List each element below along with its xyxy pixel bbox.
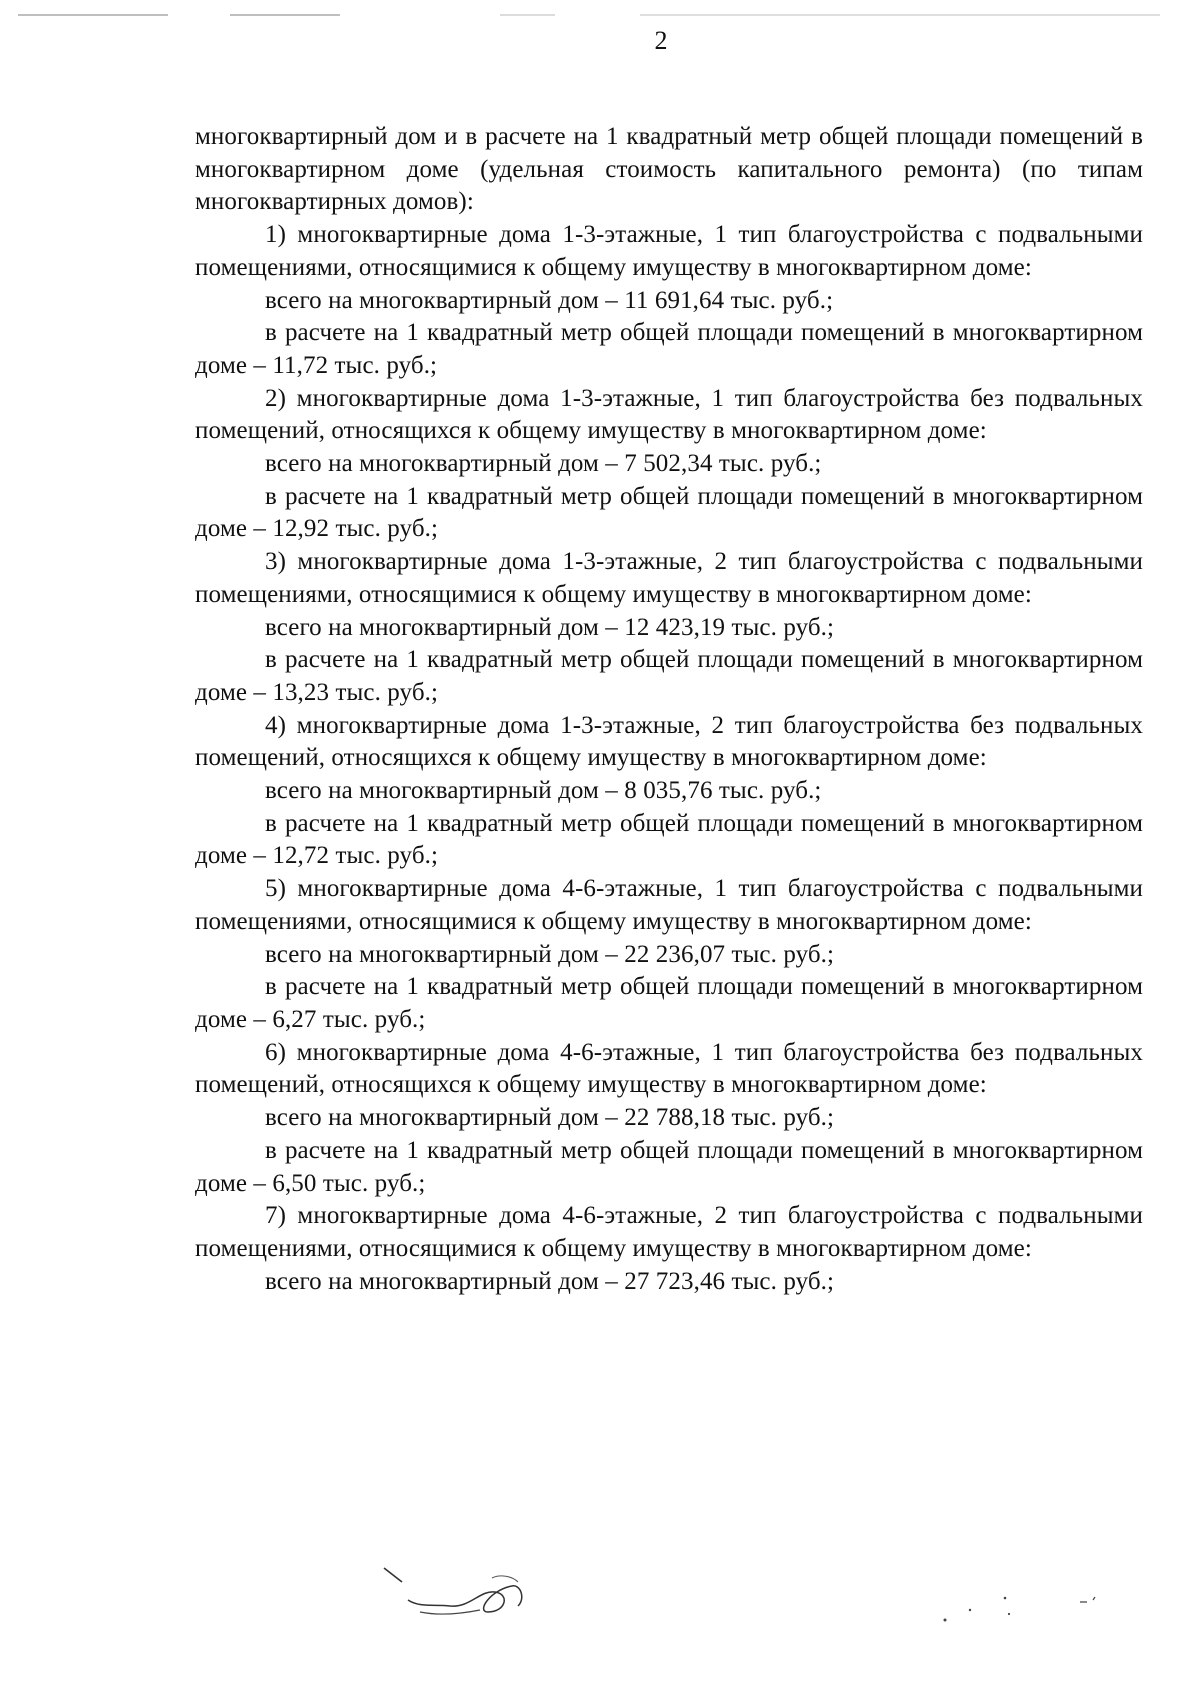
handwritten-signature [380,1560,560,1630]
scan-artifact [18,14,168,16]
paragraph: всего на многоквартирный дом – 7 502,34 тыс. руб.; [265,450,822,478]
paragraph: 7) многоквартирные дома 4-6-этажные, 2 тип благоустройства с подвальными помещениями, относящимися к общему имуществу в многоквартирном доме: [195,1202,1143,1262]
paragraph: 5) многоквартирные дома 4-6-этажные, 1 тип благоустройства с подвальными помещениями, относящимися к общему имуществу в многоквартирном доме: [195,875,1143,935]
paragraph: 1) многоквартирные дома 1-3-этажные, 1 тип благоустройства с подвальными помещениями, относящимися к общему имуществу в многоквартирном доме: [195,221,1143,281]
scan-artifact [500,14,555,16]
page-number: 2 [654,26,668,55]
paragraph: 6) многоквартирные дома 4-6-этажные, 1 тип благоустройства без подвальных помещений, относящихся к общему имуществу в многоквартирном доме: [195,1038,1143,1099]
paragraph: в расчете на 1 квадратный метр общей площади помещений в многоквартирном доме – 6,50 тыс. руб.; [195,1136,1143,1197]
paragraph: всего на многоквартирный дом – 12 423,19 тыс. руб.; [265,613,835,641]
paragraph: в расчете на 1 квадратный метр общей площади помещений в многоквартирном доме – 11,72 тыс. руб.; [195,319,1143,379]
paragraph: всего на многоквартирный дом – 8 035,76 тыс. руб.; [265,777,822,805]
paragraph: всего на многоквартирный дом – 11 691,64 тыс. руб.; [265,286,834,314]
paragraph: всего на многоквартирный дом – 27 723,46 тыс. руб.; [265,1267,835,1295]
document-body [195,121,1143,1298]
paragraph: всего на многоквартирный дом – 22 788,18 тыс. руб.; [265,1104,835,1132]
scan-specks [905,1580,1125,1630]
scan-artifact [230,14,340,16]
paragraph: 3) многоквартирные дома 1-3-этажные, 2 тип благоустройства с подвальными помещениями, относящимися к общему имуществу в многоквартирном доме: [195,548,1143,608]
paragraph: всего на многоквартирный дом – 22 236,07 тыс. руб.; [265,940,835,968]
paragraph: 2) многоквартирные дома 1-3-этажные, 1 тип благоустройства без подвальных помещений, относящихся к общему имуществу в многоквартирном доме: [195,384,1143,445]
paragraph: многоквартирный дом и в расчете на 1 квадратный метр общей площади помещений в многоквартирном доме (удельная стоимость капитального ремонта) (по типам многоквартирных домов): [195,123,1143,216]
scan-artifact [640,14,1160,16]
paragraph: в расчете на 1 квадратный метр общей площади помещений в многоквартирном доме – 13,23 тыс. руб.; [195,646,1143,706]
paragraph: в расчете на 1 квадратный метр общей площади помещений в многоквартирном доме – 12,72 тыс. руб.; [195,809,1143,870]
paragraph: 4) многоквартирные дома 1-3-этажные, 2 тип благоустройства без подвальных помещений, относящихся к общему имуществу в многоквартирном доме: [195,711,1143,772]
paragraph: в расчете на 1 квадратный метр общей площади помещений в многоквартирном доме – 12,92 тыс. руб.; [195,482,1143,543]
paragraph: в расчете на 1 квадратный метр общей площади помещений в многоквартирном доме – 6,27 тыс. руб.; [195,973,1143,1033]
